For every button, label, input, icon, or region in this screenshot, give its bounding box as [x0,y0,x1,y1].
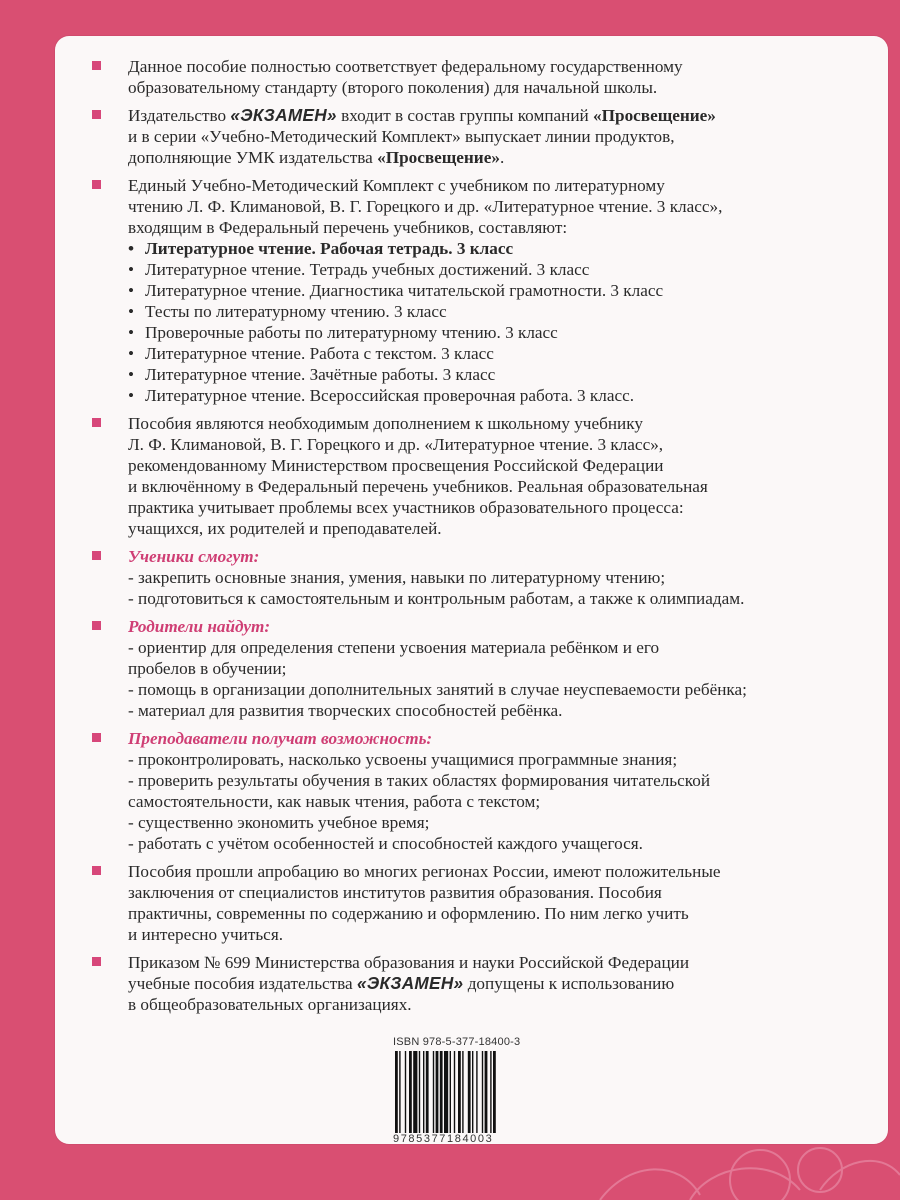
text-line: входящим в Федеральный перечень учебников, составляют: [128,218,568,237]
section-students [55,546,888,609]
barcode-bar [409,1051,412,1133]
barcode-bar [426,1051,429,1133]
text-line [128,973,888,994]
text-fragment: Издательство [128,106,231,125]
text-line: заключения от специалистов институтов развития образования. Пособия [128,883,662,902]
barcode-block [393,1036,543,1145]
text-line [128,147,888,168]
text-line: - существенно экономить учебное время; [128,813,430,832]
text-line: практичны, современны по содержанию и оформлению. По ним легко учить [128,904,689,923]
content-panel [55,36,888,1144]
text-line: - работать с учётом особенностей и способностей каждого учащегося. [128,834,643,853]
section-heading: Ученики смогут: [128,547,260,566]
barcode-bar [399,1051,400,1133]
bullet-square-icon [92,621,101,630]
section-publisher [55,105,888,168]
text-line: образовательному стандарту (второго поколения) для начальной школы. [128,78,658,97]
barcode-bar [482,1051,483,1133]
section-heading: Преподаватели получат возможность: [128,729,433,748]
barcode-bar [433,1051,434,1133]
text-line: - закрепить основные знания, умения, навыки по литературному чтению; [128,568,666,587]
section-order [55,952,888,1015]
barcode-bar [444,1051,448,1133]
bullet-dot-icon: • [128,344,135,363]
list-item [128,322,888,343]
text-line: чтению Л. Ф. Климановой, В. Г. Горецкого и др. «Литературное чтение. 3 класс», [128,197,723,216]
text-line: самостоятельности, как навык чтения, работа с текстом; [128,792,541,811]
bullet-square-icon [92,418,101,427]
section-supplement [55,413,888,539]
section-heading: Родители найдут: [128,617,271,636]
barcode-bar [472,1051,473,1133]
barcode-bar [490,1051,491,1133]
publisher-brand: «ЭКЗАМЕН» [357,973,464,993]
list-item-label: Литературное чтение. Тетрадь учебных достижений. 3 класс [145,260,590,279]
list-item-label: Литературное чтение. Работа с текстом. 3 класс [145,344,494,363]
barcode-bar [485,1051,488,1133]
list-item [128,301,888,322]
bullet-dot-icon: • [128,386,135,405]
text-line: рекомендованному Министерством просвещения Российской Федерации [128,456,664,475]
text-line: - подготовиться к самостоятельным и контрольным работам, а также к олимпиадам. [128,589,745,608]
barcode-bar [395,1051,398,1133]
text-fragment: . [499,148,505,167]
text-line: Приказом № 699 Министерства образования и науки Российской Федерации [128,953,690,972]
bullet-square-icon [92,110,101,119]
text-line: практика учитывает проблемы всех участников образовательного процесса: [128,498,684,517]
text-line: и интересно учиться. [128,925,284,944]
bullet-dot-icon: • [128,302,135,321]
text-line: - помощь в организации дополнительных занятий в случае неуспеваемости ребёнка; [128,680,747,699]
text-line: - ориентир для определения степени усвоения материала ребёнком и его [128,638,660,657]
text-line: пробелов в обучении; [128,659,287,678]
text-line: и в серии «Учебно-Методический Комплект» выпускает линии продуктов, [128,127,675,146]
text-line: в общеобразовательных организациях. [128,995,412,1014]
text-line [128,105,888,126]
barcode-bar [405,1051,406,1133]
barcode-bar [468,1051,471,1133]
list-item [128,364,888,385]
list-item [128,280,888,301]
section-approbation [55,861,888,945]
list-item-label: Литературное чтение. Всероссийская проверочная работа. 3 класс. [145,386,635,405]
section-parents [55,616,888,721]
bullet-square-icon [92,733,101,742]
bullet-square-icon [92,61,101,70]
text-fragment: допущены к использованию [463,974,675,993]
list-item [128,385,888,406]
text-line: учащихся, их родителей и преподавателей. [128,519,442,538]
barcode-number: 9785377184003 [393,1133,494,1145]
text-fragment: входит в состав группы компаний [336,106,594,125]
barcode-bar [450,1051,451,1133]
bullet-square-icon [92,551,101,560]
text-line: - проконтролировать, насколько усвоены учащимися программные знания; [128,750,678,769]
list-item-label: Литературное чтение. Диагностика читательской грамотности. 3 класс [145,281,664,300]
list-item [128,259,888,280]
barcode-bar [493,1051,496,1133]
bullet-dot-icon: • [128,323,135,342]
list-item [128,238,888,259]
barcode-bar [462,1051,463,1133]
barcode-bar [413,1051,417,1133]
barcode-bar [436,1051,439,1133]
section-standard [55,56,888,98]
isbn-label: ISBN 978-5-377-18400-3 [393,1036,521,1048]
prosveshchenie-brand: «Просвещение» [377,148,500,167]
list-item-label: Литературное чтение. Зачётные работы. 3 класс [145,365,496,384]
bullet-dot-icon: • [128,365,135,384]
barcode-bar [458,1051,461,1133]
bullet-square-icon [92,180,101,189]
list-item-label: Проверочные работы по литературному чтению. 3 класс [145,323,558,342]
list-item-label: Тесты по литературному чтению. 3 класс [145,302,447,321]
bullet-square-icon [92,866,101,875]
text-line: Данное пособие полностью соответствует федеральному государственному [128,57,683,76]
text-line: и включённому в Федеральный перечень учебников. Реальная образовательная [128,477,708,496]
text-line: Пособия прошли апробацию во многих регионах России, имеют положительные [128,862,721,881]
list-item-label: Литературное чтение. Рабочая тетрадь. 3 класс [145,239,514,258]
text-content [55,56,888,1022]
text-fragment: учебные пособия издательства [128,974,357,993]
text-line: - материал для развития творческих способностей ребёнка. [128,701,563,720]
bullet-dot-icon: • [128,281,135,300]
text-fragment: дополняющие УМК издательства [128,148,378,167]
barcode-bar [419,1051,420,1133]
bullet-dot-icon: • [128,260,135,279]
bullet-square-icon [92,957,101,966]
barcode-bar [440,1051,443,1133]
barcode-bar [423,1051,424,1133]
barcode-bar [476,1051,477,1133]
section-umk [55,175,888,406]
publisher-brand: «ЭКЗАМЕН» [230,105,337,125]
barcode-icon [393,1051,541,1133]
text-line: Единый Учебно-Методический Комплект с учебником по литературному [128,176,665,195]
text-line: - проверить результаты обучения в таких областях формирования читательской [128,771,711,790]
list-item [128,343,888,364]
section-teachers [55,728,888,854]
bullet-dot-icon: • [128,239,135,258]
prosveshchenie-brand: «Просвещение» [593,106,716,125]
barcode-bar [454,1051,455,1133]
text-line: Л. Ф. Климановой, В. Г. Горецкого и др. «Литературное чтение. 3 класс», [128,435,664,454]
text-line: Пособия являются необходимым дополнением к школьному учебнику [128,414,643,433]
